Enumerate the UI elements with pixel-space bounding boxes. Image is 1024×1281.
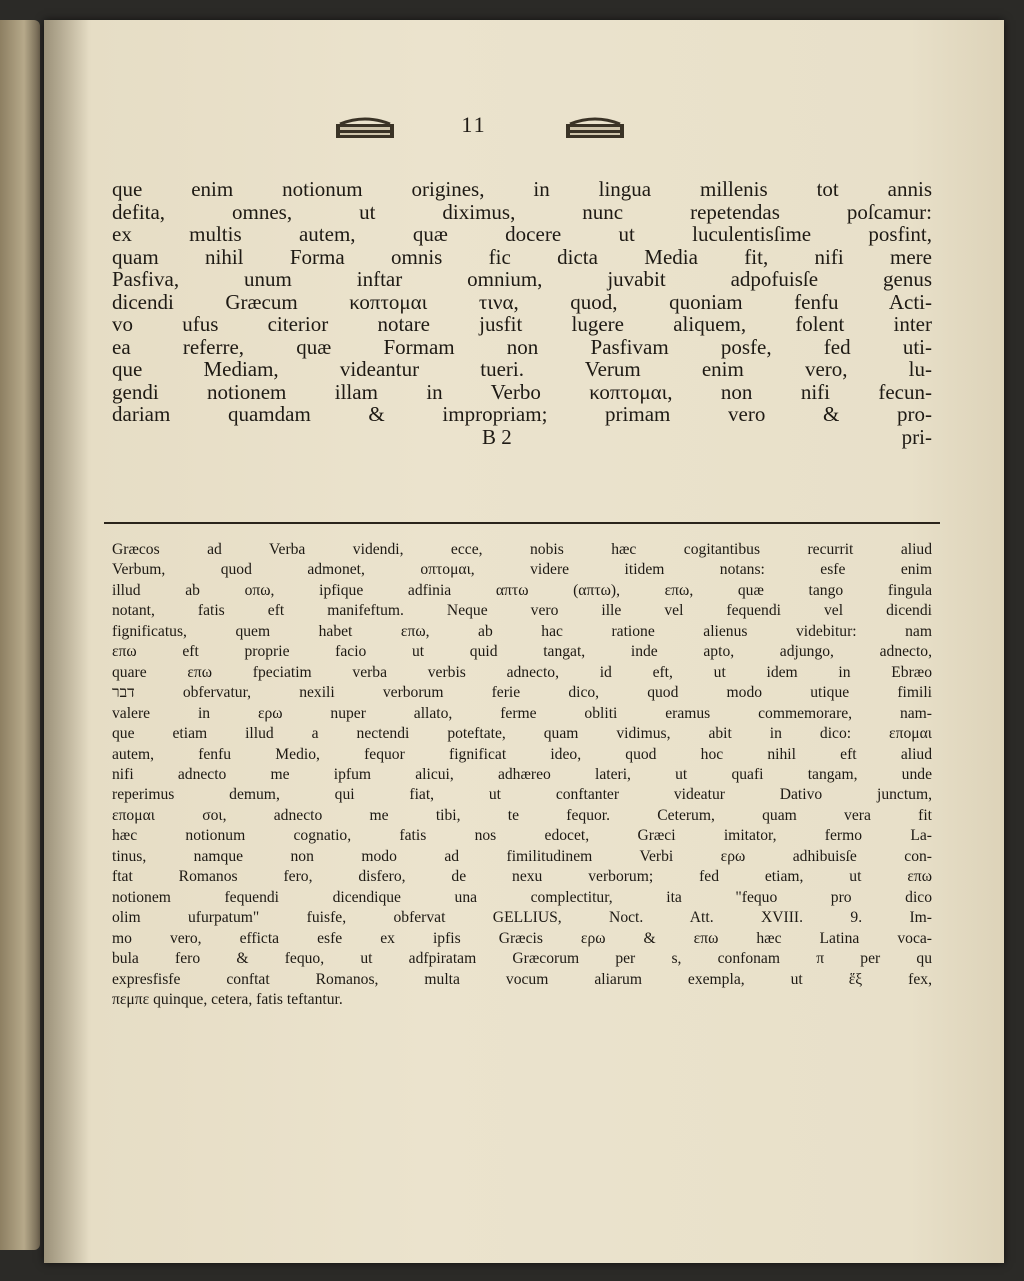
book-page [44,20,1004,1263]
footnote-line: Verbum, quod admonet, οπτομαι, videre itidem notans: esfe enim [112,561,932,579]
left-page-edge [0,20,40,1250]
footnote-line: illud ab οπω, ipfique adfinia απτω (απτω), επω, quæ tango fingula [112,581,932,599]
main-text [112,178,932,448]
main-text-line: que Mediam, videantur tueri. Verum enim vero, lu- [112,357,932,381]
main-text-line: defita, omnes, ut diximus, nunc repetendas poſcamur: [112,199,932,224]
footnote-line: ftat Romanos fero, disfero, de nexu verborum; fed etiam, ut επω [112,868,932,886]
main-text-line: dicendi Græcum κοπτομαι τινα, quod, quoniam fenfu Acti- [112,289,932,314]
main-text-line: ex multis autem, quæ docere ut luculentisſime posfint, [112,222,932,246]
footnote-line: expresfisfe conftat Romanos, multa vocum aliarum exempla, ut ἕξ fex, [112,970,932,988]
signature-mark: B 2 [482,424,512,449]
footnote-line: valere in ερω nuper allato, ferme obliti eramus commemorare, nam- [112,704,932,722]
footnote-line: nifi adnecto me ipfum alicui, adhæreo lateri, ut quafi tangam, unde [112,765,932,783]
catchword: pri- [901,424,932,449]
main-text-line: dariam quamdam & impropriam; primam vero & pro- [112,402,932,426]
main-text-line: quam nihil Forma omnis fic dicta Media fit, nifi mere [112,244,932,269]
footnote-line: autem, fenfu Medio, fequor fignificat ideo, quod hoc nihil eft aliud [112,745,932,763]
footnote [112,540,932,1010]
footnote-line: πεμπε quinque, cetera, fatis teftantur. [112,990,343,1008]
main-text-line: ea referre, quæ Formam non Pasfivam posfe, fed uti- [112,334,932,359]
footnote-line: quare επω fpeciatim verba verbis adnecto, id eft, ut idem in Ebræo [112,663,932,681]
footnote-line: que etiam illud a nectendi poteftate, quam vidimus, abit in dico: επομαι [112,725,932,743]
header-ornament-left [334,116,396,140]
footnote-line: olim ufurpatum" fuisfe, obfervat GELLIUS, Noct. Att. XVIII. 9. Im- [112,909,932,927]
main-text-line: que enim notionum origines, in lingua millenis tot annis [112,177,932,201]
footnote-line: Græcos ad Verba videndi, ecce, nobis hæc cogitantibus recurrit aliud [112,541,932,558]
main-text-line: vo ufus citerior notare jusfit lugere aliquem, folent inter [112,312,932,336]
signature-line [112,426,932,449]
footnote-line: επω eft proprie facio ut quid tangat, inde apto, adjungo, adnecto, [112,643,932,661]
page-header [44,110,1004,150]
footnote-line: fignificatus, quem habet επω, ab hac ratione alienus videbitur: nam [112,622,932,640]
footnote-line: bula fero & fequo, ut adfpiratam Græcorum per s, confonam π per qu [112,950,932,968]
footnote-line: notant, fatis eft manifeftum. Neque vero ille vel fequendi vel dicendi [112,602,932,620]
footnote-line: reperimus demum, qui fiat, ut conftanter videatur Dativo junctum, [112,786,932,804]
header-ornament-right [564,116,626,140]
main-text-line: Pasfiva, unum inftar omnium, juvabit adpofuisſe genus [112,267,932,291]
footnote-line: mo vero, efficta esfe ex ipfis Græcis ερω & επω hæc Latina voca- [112,929,932,947]
page-number: 11 [461,112,487,137]
footnote-line: tinus, namque non modo ad fimilitudinem Verbi ερω adhibuisſe con- [112,847,932,865]
footnote-line: επομαι σοι, adnecto me tibi, te fequor. Ceterum, quam vera fit [112,806,932,824]
footnote-line: hæc notionum cognatio, fatis nos edocet, Græci imitator, fermo La- [112,827,932,845]
footnote-line: notionem fequendi dicendique una complectitur, ita "fequo pro dico [112,888,932,906]
main-text-line: gendi notionem illam in Verbo κοπτομαι, non nifi fecun- [112,379,932,404]
footnote-line: דבר obfervatur, nexili verborum ferie dico, quod modo utique fimili [112,684,932,702]
footnote-rule [104,522,940,524]
gutter-shadow [44,20,89,1263]
